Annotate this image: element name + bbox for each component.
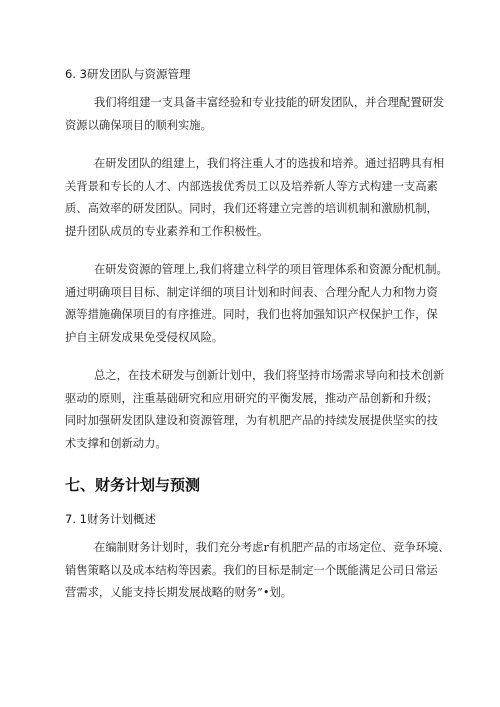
text-line: 驱动的原则，注重基础研究和应用研究的平衡发展，推动产品创新和升级；: [65, 391, 438, 405]
text-line: 在编制财务计划时，我们充分考虑r有机肥产品的市场定位、竞争环境、: [94, 541, 450, 554]
text-line: 同时加强研发团队建设和资源管理，为有机肥产品的持续发展提供坚实的技: [65, 414, 438, 427]
text-line: 销售策略以及成本结构等因素。我们的目标是制定一个既能满足公司日常运: [65, 563, 438, 577]
text-line: 质、高效率的研发团队。同时，我们还将建立完善的培训机制和激励机制，: [65, 202, 438, 215]
text-line: 术支撑和创新动力。: [65, 436, 167, 450]
paragraph-summary: [65, 365, 445, 455]
text-line: 关背景和专长的人才、内部选拔优秀员工以及培养新人等方式构建一支高素: [65, 179, 438, 193]
paragraph-resource-management: [65, 259, 448, 349]
paragraph-team-intro: [65, 92, 445, 137]
text-line: 提升团队成员的专业素养和工作积极性。: [65, 224, 269, 238]
section-7-1-heading: 7. 1财务计划概述: [65, 512, 156, 526]
paragraph-financial-overview: [65, 537, 450, 605]
text-line: 源等措施确保项目的有序推进。同时，我们也将加强知识产权保护工作，保: [65, 308, 438, 321]
text-line: 在研发资源的管理上,我们将建立科学的项目管理体系和资源分配机制。: [94, 263, 448, 276]
section-6-3-heading: 6. 3研发团队与资源管理: [65, 67, 191, 81]
text-line: 资源以确保项目的顺利实施。: [65, 118, 212, 132]
text-line: 营需求，乂能支持长期发展战略的财务”•划。: [65, 586, 293, 599]
text-line: 我们将组建一支具备丰富经验和专业技能的研发团队，并合理配置研发: [94, 96, 445, 109]
chapter-7-heading: 七、财务计划与预测: [65, 476, 201, 494]
text-line: 护自主研发成果免受侵权风险。: [65, 330, 224, 344]
text-line: 总之，在技术研发与创新计划中，我们将坚持市场需求导向和技术创新: [94, 369, 445, 382]
text-line: 在研发团队的组建上，我们将注重人才的选拔和培养。通过招聘具有相: [94, 157, 445, 170]
paragraph-team-building: [65, 153, 445, 243]
text-line: 通过明确项目目标、制定详细的项目计划和时间表、合理分配人力和物力资: [65, 285, 438, 299]
